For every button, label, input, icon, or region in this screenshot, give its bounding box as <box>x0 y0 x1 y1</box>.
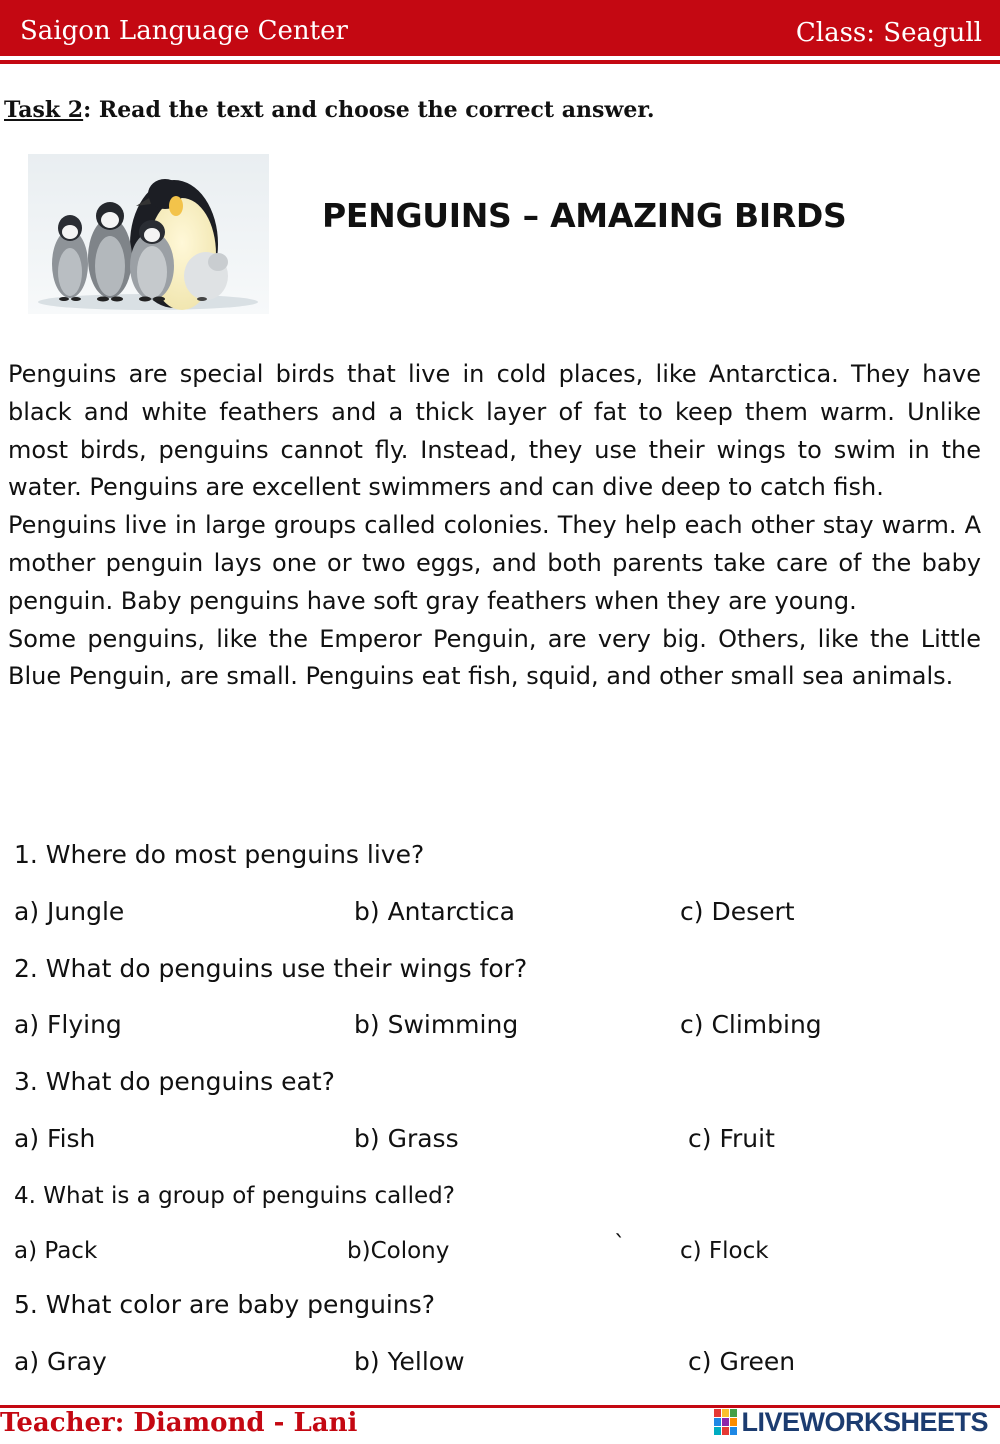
liveworksheets-mark-icon <box>714 1407 738 1437</box>
question-2-option-c[interactable]: c) Climbing <box>680 1010 822 1039</box>
page-title: PENGUINS – AMAZING BIRDS <box>322 196 847 235</box>
question-4: 4. What is a group of penguins called? <box>14 1183 455 1209</box>
question-5-option-c[interactable]: c) Green <box>688 1347 796 1376</box>
question-3: 3. What do penguins eat? <box>14 1067 335 1096</box>
liveworksheets-text: LIVEWORKSHEETS <box>741 1406 988 1437</box>
question-1: 1. Where do most penguins live? <box>14 840 425 869</box>
reading-passage <box>8 356 981 696</box>
question-1-option-b[interactable]: b) Antarctica <box>354 897 515 926</box>
task-label: Task 2 <box>4 97 84 123</box>
question-5-option-a[interactable]: a) Gray <box>14 1347 107 1376</box>
passage-paragraph-3: Some penguins, like the Emperor Penguin, are very big. Others, like the Little Blue Penguin, are small. Penguins eat fish, squid, and other small sea animals. <box>8 624 981 691</box>
task-text: : Read the text and choose the correct answer. <box>83 97 655 123</box>
passage-paragraph-1: Penguins are special birds that live in cold places, like Antarctica. They have black and white feathers and a thick layer of fat to keep them warm. Unlike most birds, penguins cannot fly. Instead, they use their wings to swim in the water. Penguins are excellent swimmers and can dive deep to catch fish. <box>8 360 981 502</box>
question-4-option-b[interactable]: b)Colony <box>347 1238 450 1264</box>
question-3-option-a[interactable]: a) Fish <box>14 1124 96 1153</box>
school-name: Saigon Language Center <box>20 16 348 46</box>
stray-mark: ` <box>614 1232 626 1258</box>
question-2-option-b[interactable]: b) Swimming <box>354 1010 519 1039</box>
question-2-option-a[interactable]: a) Flying <box>14 1010 122 1039</box>
question-4-option-a[interactable]: a) Pack <box>14 1238 98 1264</box>
question-1-option-a[interactable]: a) Jungle <box>14 897 125 926</box>
liveworksheets-logo[interactable] <box>714 1404 988 1440</box>
question-3-option-c[interactable]: c) Fruit <box>688 1124 775 1153</box>
question-5-option-b[interactable]: b) Yellow <box>354 1347 465 1376</box>
question-1-option-c[interactable]: c) Desert <box>680 897 795 926</box>
passage-paragraph-2: Penguins live in large groups called colonies. They help each other stay warm. A mother penguin lays one or two eggs, and both parents take care of the baby penguin. Baby penguins have soft gray feathers when they are young. <box>8 511 981 615</box>
question-2: 2. What do penguins use their wings for? <box>14 954 528 983</box>
header-rule <box>0 60 1000 64</box>
penguin-family-photo <box>28 154 269 314</box>
question-3-option-b[interactable]: b) Grass <box>354 1124 459 1153</box>
question-5: 5. What color are baby penguins? <box>14 1290 436 1319</box>
teacher-name: Teacher: Diamond - Lani <box>0 1408 358 1438</box>
class-label: Class: Seagull <box>795 18 982 48</box>
question-4-option-c[interactable]: c) Flock <box>680 1238 769 1264</box>
task-instruction <box>4 97 655 123</box>
